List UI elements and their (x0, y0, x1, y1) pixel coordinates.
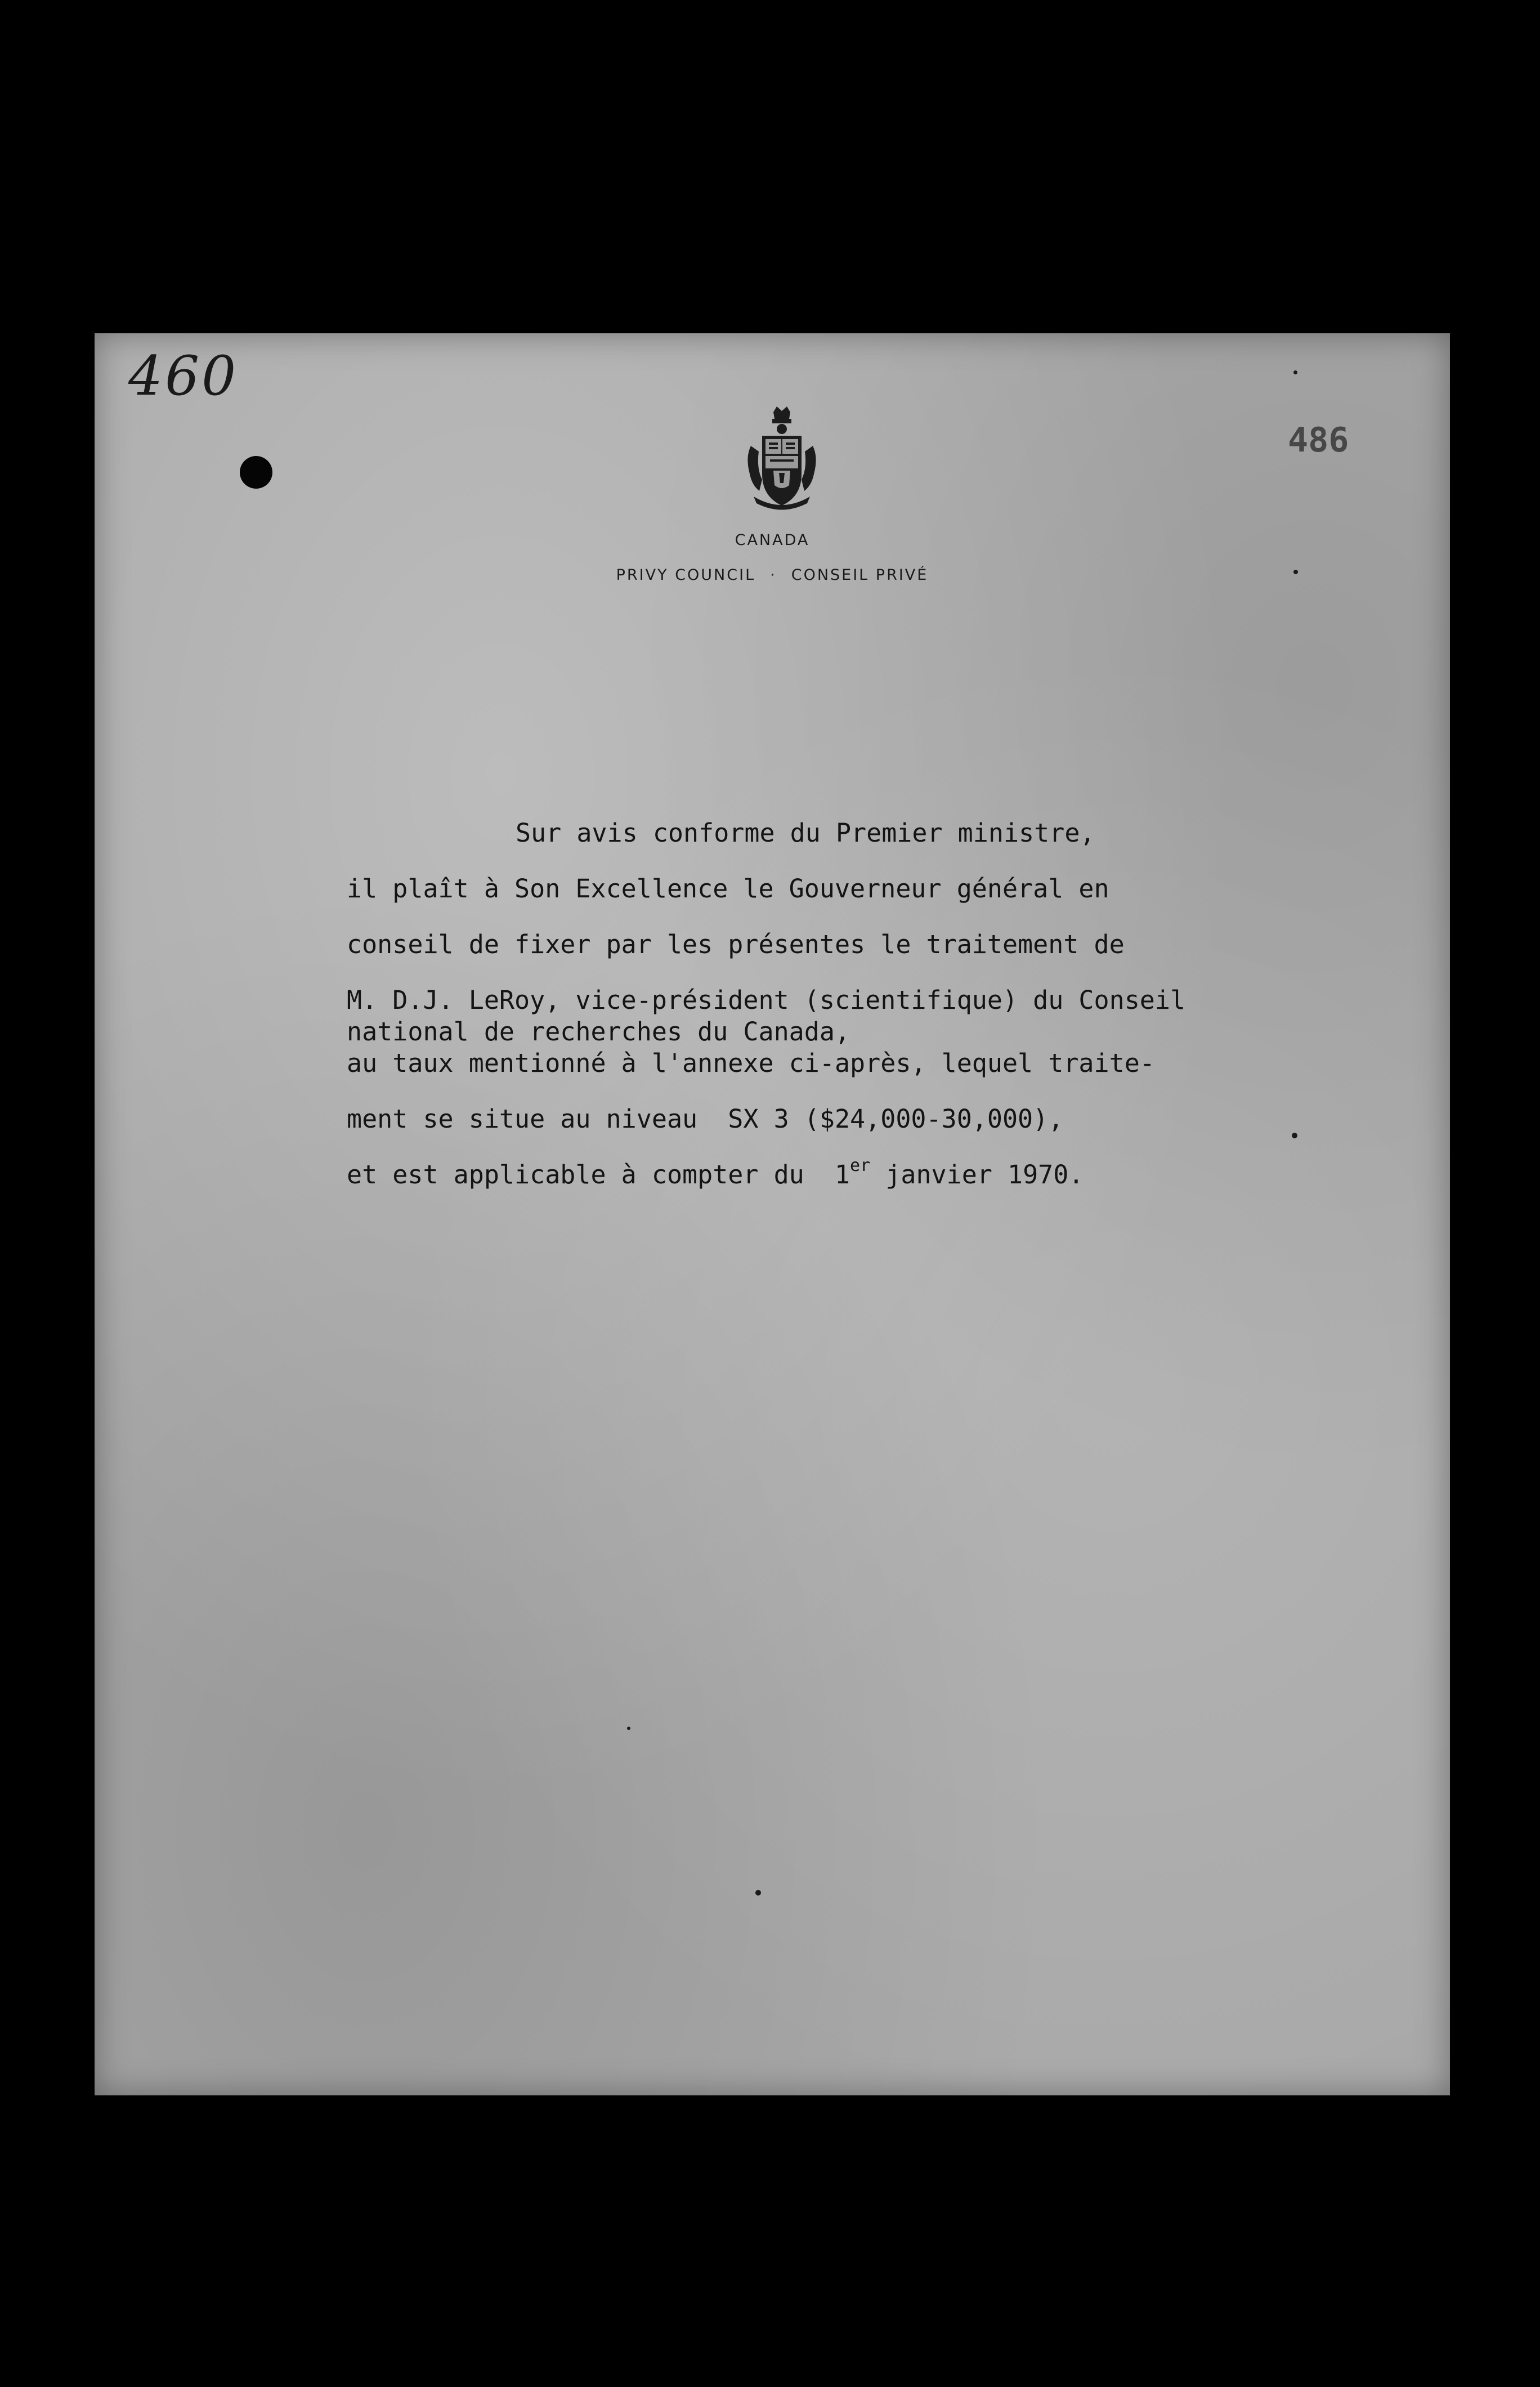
order-in-council-text (347, 817, 1360, 1215)
body-line-2: il plaît à Son Excellence le Gouverneur général en (347, 874, 1109, 904)
council-name-english: PRIVY COUNCIL (616, 566, 756, 584)
body-line-1: Sur avis conforme du Premier ministre, (516, 818, 1095, 848)
paper-speck (1293, 570, 1298, 574)
punch-hole (240, 456, 272, 489)
document-page (95, 333, 1450, 2095)
council-name-french: CONSEIL PRIVÉ (791, 566, 929, 584)
body-line-5: national de recherches du Canada, (347, 1017, 850, 1047)
paper-speck (1293, 370, 1297, 374)
body-line-3: conseil de fixer par les présentes le traitement de (347, 929, 1125, 959)
letterhead-country: CANADA (735, 531, 810, 549)
body-line-6: au taux mentionné à l'annexe ci-après, lequel traite- (347, 1048, 1155, 1078)
paper-speck (1292, 1133, 1297, 1138)
paper-speck (755, 1890, 761, 1896)
canada-coat-of-arms-icon (740, 406, 824, 513)
effective-date-suffix: janvier 1970. (870, 1160, 1084, 1190)
stamped-page-number: 486 (1288, 421, 1349, 460)
paper-speck (627, 1727, 630, 1730)
body-line-8 (347, 1156, 1360, 1215)
body-line-7: ment se situe au niveau SX 3 ($24,000-30,000), (347, 1104, 1064, 1134)
handwritten-page-number: 460 (128, 345, 239, 408)
council-separator: · (770, 566, 777, 584)
ordinal-suffix: er (850, 1156, 871, 1175)
body-line-4: M. D.J. LeRoy, vice-président (scientifique) du Conseil (347, 985, 1186, 1015)
effective-date-prefix: et est applicable à compter du 1 (347, 1160, 850, 1190)
letterhead-council (95, 566, 1450, 584)
